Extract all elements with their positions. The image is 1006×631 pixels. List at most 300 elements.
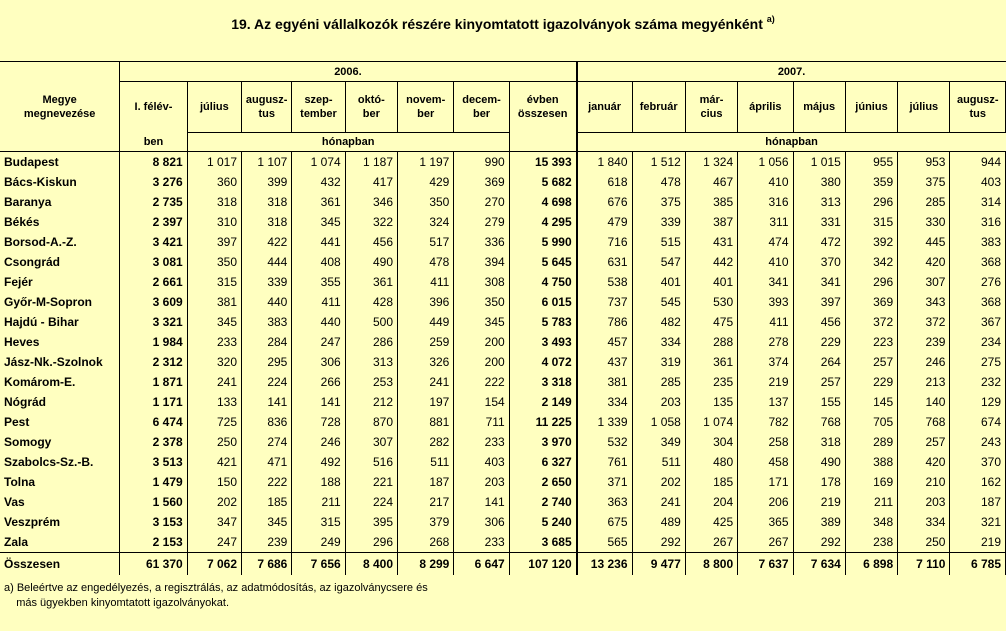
month-2006-value: 881	[398, 412, 454, 432]
month-2006-value: 249	[292, 532, 345, 553]
month-2007-value: 431	[685, 232, 737, 252]
month-2006-value: 440	[242, 292, 292, 312]
month-2007-value: 316	[950, 212, 1006, 232]
month-2007-value: 359	[845, 172, 897, 192]
month-2006-value: 456	[345, 232, 397, 252]
table-row	[0, 352, 1006, 372]
month-2006-value: 429	[398, 172, 454, 192]
month-2006-value: 350	[454, 292, 509, 312]
month-2007-value: 403	[950, 172, 1006, 192]
month-2006-value: 441	[292, 232, 345, 252]
month-2007-value: 410	[738, 252, 793, 272]
half-year-value: 2 661	[120, 272, 187, 292]
month-2007-value: 944	[950, 152, 1006, 173]
month-2007-value: 457	[577, 332, 632, 352]
month-2007-value: 169	[845, 472, 897, 492]
month-2007-value: 953	[898, 152, 950, 173]
year-total-value: 4 072	[509, 352, 576, 372]
year-total-value: 6 015	[509, 292, 576, 312]
month-2007-value: 211	[845, 492, 897, 512]
month-2006-value: 492	[292, 452, 345, 472]
month-2006-value: 725	[187, 412, 241, 432]
county-name: Budapest	[0, 152, 120, 173]
month-2007-value: 257	[898, 432, 950, 452]
month-2006-value: 307	[345, 432, 397, 452]
title-footnote-mark: a)	[766, 14, 775, 24]
month-2007-value: 674	[950, 412, 1006, 432]
month-2007-header: május	[793, 82, 845, 133]
totals-month-2007: 6 898	[845, 553, 897, 576]
month-2007-value: 1 512	[632, 152, 685, 173]
month-2007-value: 267	[738, 532, 793, 553]
month-2007-value: 538	[577, 272, 632, 292]
month-2007-value: 304	[685, 432, 737, 452]
month-2007-value: 372	[898, 312, 950, 332]
month-2006-value: 203	[454, 472, 509, 492]
half-year-value: 2 397	[120, 212, 187, 232]
month-2006-header: szep- tember	[292, 82, 345, 133]
month-2007-value: 232	[950, 372, 1006, 392]
month-2007-value: 311	[738, 212, 793, 232]
month-2006-value: 517	[398, 232, 454, 252]
county-name: Jász-Nk.-Szolnok	[0, 352, 120, 372]
month-2006-value: 247	[187, 532, 241, 553]
month-2007-value: 257	[845, 352, 897, 372]
year-total-spacer	[509, 133, 576, 152]
half-year-value: 1 871	[120, 372, 187, 392]
month-2007-value: 410	[738, 172, 793, 192]
table-row	[0, 452, 1006, 472]
month-2007-value: 369	[845, 292, 897, 312]
month-2007-value: 1 840	[577, 152, 632, 173]
month-2007-value: 276	[950, 272, 1006, 292]
month-2006-value: 422	[242, 232, 292, 252]
month-2007-header: április	[738, 82, 793, 133]
month-2006-value: 306	[454, 512, 509, 532]
year-total-value: 4 698	[509, 192, 576, 212]
data-table	[0, 61, 1006, 575]
month-2006-value: 133	[187, 392, 241, 412]
month-2006-value: 295	[242, 352, 292, 372]
month-2006-value: 217	[398, 492, 454, 512]
month-2007-value: 420	[898, 252, 950, 272]
month-2007-value: 204	[685, 492, 737, 512]
month-2006-value: 233	[187, 332, 241, 352]
month-2006-value: 270	[454, 192, 509, 212]
month-2007-value: 368	[950, 252, 1006, 272]
month-2007-value: 1 339	[577, 412, 632, 432]
month-2007-header: augusz- tus	[950, 82, 1006, 133]
month-2007-value: 171	[738, 472, 793, 492]
month-2006-value: 440	[292, 312, 345, 332]
totals-month-2007: 8 800	[685, 553, 737, 576]
month-2006-value: 200	[454, 352, 509, 372]
month-2007-value: 388	[845, 452, 897, 472]
month-2007-value: 401	[685, 272, 737, 292]
month-2007-value: 155	[793, 392, 845, 412]
month-2007-value: 479	[577, 212, 632, 232]
month-2007-value: 219	[950, 532, 1006, 553]
month-2007-value: 361	[685, 352, 737, 372]
month-2007-value: 213	[898, 372, 950, 392]
month-2007-value: 206	[738, 492, 793, 512]
table-row	[0, 312, 1006, 332]
totals-month-2006: 6 647	[454, 553, 509, 576]
month-2007-value: 349	[632, 432, 685, 452]
month-2006-value: 221	[345, 472, 397, 492]
month-2006-value: 222	[454, 372, 509, 392]
table-row	[0, 472, 1006, 492]
month-2006-value: 241	[398, 372, 454, 392]
month-2006-value: 432	[292, 172, 345, 192]
month-2007-value: 314	[950, 192, 1006, 212]
table-totals	[0, 553, 1006, 576]
month-2006-value: 478	[398, 252, 454, 272]
month-2007-value: 330	[898, 212, 950, 232]
county-header: Megye megnevezése	[0, 62, 120, 152]
year-total-value: 5 682	[509, 172, 576, 192]
month-2007-value: 238	[845, 532, 897, 553]
month-2007-value: 631	[577, 252, 632, 272]
month-2006-value: 511	[398, 452, 454, 472]
table-row	[0, 172, 1006, 192]
month-2006-value: 471	[242, 452, 292, 472]
table-row	[0, 292, 1006, 312]
month-2007-value: 482	[632, 312, 685, 332]
year-total-value: 3 493	[509, 332, 576, 352]
month-2007-value: 219	[793, 492, 845, 512]
month-2006-value: 324	[398, 212, 454, 232]
month-2007-value: 292	[793, 532, 845, 553]
table-row	[0, 412, 1006, 432]
month-2006-value: 379	[398, 512, 454, 532]
month-2007-value: 380	[793, 172, 845, 192]
month-2007-value: 478	[632, 172, 685, 192]
county-name: Fejér	[0, 272, 120, 292]
month-2006-value: 369	[454, 172, 509, 192]
month-2007-value: 547	[632, 252, 685, 272]
year-total-value: 2 149	[509, 392, 576, 412]
table-row	[0, 192, 1006, 212]
month-2007-value: 145	[845, 392, 897, 412]
month-2006-value: 350	[187, 252, 241, 272]
table-row	[0, 152, 1006, 173]
month-2006-value: 202	[187, 492, 241, 512]
totals-month-2007: 7 637	[738, 553, 793, 576]
month-2006-value: 211	[292, 492, 345, 512]
month-2007-value: 374	[738, 352, 793, 372]
month-2007-value: 716	[577, 232, 632, 252]
month-2007-value: 371	[577, 472, 632, 492]
month-2007-value: 239	[898, 332, 950, 352]
month-2007-value: 1 015	[793, 152, 845, 173]
county-name: Szabolcs-Sz.-B.	[0, 452, 120, 472]
year-total-value: 4 295	[509, 212, 576, 232]
county-name: Vas	[0, 492, 120, 512]
month-2007-value: 313	[793, 192, 845, 212]
half-year-value: 1 560	[120, 492, 187, 512]
month-2006-value: 428	[345, 292, 397, 312]
month-2007-value: 768	[793, 412, 845, 432]
month-2006-header: augusz- tus	[242, 82, 292, 133]
month-2007-value: 285	[898, 192, 950, 212]
month-2007-value: 264	[793, 352, 845, 372]
month-2007-value: 129	[950, 392, 1006, 412]
month-2006-header: július	[187, 82, 241, 133]
county-name: Bács-Kiskun	[0, 172, 120, 192]
county-name: Nógrád	[0, 392, 120, 412]
half-year-value: 3 609	[120, 292, 187, 312]
month-2006-value: 224	[242, 372, 292, 392]
month-2007-value: 442	[685, 252, 737, 272]
month-2006-value: 259	[398, 332, 454, 352]
month-2006-value: 383	[242, 312, 292, 332]
month-2007-value: 489	[632, 512, 685, 532]
month-2007-value: 187	[950, 492, 1006, 512]
month-2006-value: 411	[292, 292, 345, 312]
month-2006-value: 449	[398, 312, 454, 332]
month-2007-value: 490	[793, 452, 845, 472]
month-2006-value: 296	[345, 532, 397, 553]
half-year-suffix: ben	[120, 133, 187, 152]
month-2006-value: 318	[242, 212, 292, 232]
month-2007-value: 1 058	[632, 412, 685, 432]
month-2007-value: 955	[845, 152, 897, 173]
month-2007-value: 401	[632, 272, 685, 292]
month-2007-value: 392	[845, 232, 897, 252]
year-total-value: 4 750	[509, 272, 576, 292]
month-2007-value: 768	[898, 412, 950, 432]
month-2006-value: 268	[398, 532, 454, 553]
month-2006-value: 490	[345, 252, 397, 272]
month-2007-value: 532	[577, 432, 632, 452]
month-2006-value: 150	[187, 472, 241, 492]
totals-row	[0, 553, 1006, 576]
totals-label: Összesen	[0, 553, 120, 576]
month-2006-value: 320	[187, 352, 241, 372]
month-2007-value: 185	[685, 472, 737, 492]
month-2007-value: 480	[685, 452, 737, 472]
half-year-value: 3 081	[120, 252, 187, 272]
month-2007-value: 307	[898, 272, 950, 292]
county-name: Tolna	[0, 472, 120, 492]
table-body	[0, 152, 1006, 553]
year-total-value: 5 990	[509, 232, 576, 252]
month-2006-value: 315	[187, 272, 241, 292]
month-2006-header: decem- ber	[454, 82, 509, 133]
month-2006-value: 421	[187, 452, 241, 472]
month-2006-value: 310	[187, 212, 241, 232]
totals-month-2006: 8 299	[398, 553, 454, 576]
month-2007-value: 288	[685, 332, 737, 352]
month-2006-value: 212	[345, 392, 397, 412]
month-2007-value: 383	[950, 232, 1006, 252]
month-2007-value: 370	[950, 452, 1006, 472]
month-2006-value: 1 074	[292, 152, 345, 173]
month-2007-value: 737	[577, 292, 632, 312]
month-2006-value: 339	[242, 272, 292, 292]
month-2007-value: 565	[577, 532, 632, 553]
half-year-value: 1 984	[120, 332, 187, 352]
month-2007-value: 425	[685, 512, 737, 532]
month-2006-value: 266	[292, 372, 345, 392]
month-2007-value: 341	[738, 272, 793, 292]
month-2007-value: 334	[632, 332, 685, 352]
month-2006-value: 399	[242, 172, 292, 192]
year-total-value: 6 327	[509, 452, 576, 472]
month-2006-header: novem- ber	[398, 82, 454, 133]
month-2006-value: 444	[242, 252, 292, 272]
month-2007-value: 334	[898, 512, 950, 532]
month-2007-value: 363	[577, 492, 632, 512]
year-total-value: 3 318	[509, 372, 576, 392]
table-row	[0, 332, 1006, 352]
county-name: Somogy	[0, 432, 120, 452]
month-2007-value: 397	[793, 292, 845, 312]
month-2006-value: 279	[454, 212, 509, 232]
month-2007-value: 267	[685, 532, 737, 553]
month-2007-value: 387	[685, 212, 737, 232]
half-year-header: I. félév-	[120, 82, 187, 133]
month-2006-value: 241	[187, 372, 241, 392]
county-name: Pest	[0, 412, 120, 432]
month-2007-value: 786	[577, 312, 632, 332]
month-2007-value: 223	[845, 332, 897, 352]
month-2007-value: 618	[577, 172, 632, 192]
month-2007-value: 370	[793, 252, 845, 272]
table-row	[0, 232, 1006, 252]
month-2007-value: 235	[685, 372, 737, 392]
totals-month-2007: 6 785	[950, 553, 1006, 576]
month-2006-value: 200	[454, 332, 509, 352]
month-2006-value: 1 107	[242, 152, 292, 173]
county-name: Győr-M-Sopron	[0, 292, 120, 312]
month-2007-value: 318	[793, 432, 845, 452]
month-2006-value: 197	[398, 392, 454, 412]
month-2006-value: 345	[242, 512, 292, 532]
table-row	[0, 372, 1006, 392]
month-2007-value: 229	[793, 332, 845, 352]
month-2007-value: 315	[845, 212, 897, 232]
month-2006-value: 224	[345, 492, 397, 512]
county-name: Komárom-E.	[0, 372, 120, 392]
month-2006-value: 286	[345, 332, 397, 352]
month-2007-value: 705	[845, 412, 897, 432]
month-2007-value: 1 056	[738, 152, 793, 173]
month-2007-value: 341	[793, 272, 845, 292]
year-total-header: évben összesen	[509, 82, 576, 133]
table-row	[0, 492, 1006, 512]
totals-month-2007: 13 236	[577, 553, 632, 576]
month-2007-value: 258	[738, 432, 793, 452]
county-name: Veszprém	[0, 512, 120, 532]
month-2007-value: 515	[632, 232, 685, 252]
month-2007-value: 140	[898, 392, 950, 412]
month-2007-value: 243	[950, 432, 1006, 452]
month-2006-value: 233	[454, 432, 509, 452]
month-2007-value: 530	[685, 292, 737, 312]
month-2006-value: 284	[242, 332, 292, 352]
month-2006-value: 345	[292, 212, 345, 232]
month-2006-value: 347	[187, 512, 241, 532]
title-text: 19. Az egyéni vállalkozók részére kinyomtatott igazolványok száma megyénként	[231, 16, 763, 32]
totals-half-year: 61 370	[120, 553, 187, 576]
year-total-value: 15 393	[509, 152, 576, 173]
month-2006-value: 417	[345, 172, 397, 192]
month-2006-value: 360	[187, 172, 241, 192]
month-2007-value: 458	[738, 452, 793, 472]
half-year-value: 2 735	[120, 192, 187, 212]
month-2006-value: 154	[454, 392, 509, 412]
table-title	[0, 16, 1006, 32]
monthly-label-2006: hónapban	[187, 133, 509, 152]
month-2006-value: 836	[242, 412, 292, 432]
county-name: Békés	[0, 212, 120, 232]
totals-month-2006: 8 400	[345, 553, 397, 576]
month-2006-value: 318	[242, 192, 292, 212]
month-2007-header: január	[577, 82, 632, 133]
month-2007-value: 285	[632, 372, 685, 392]
month-2007-value: 456	[793, 312, 845, 332]
month-2007-value: 250	[898, 532, 950, 553]
table-row	[0, 432, 1006, 452]
half-year-value: 3 276	[120, 172, 187, 192]
month-2007-header: július	[898, 82, 950, 133]
month-2006-value: 397	[187, 232, 241, 252]
year-total-value: 5 645	[509, 252, 576, 272]
year-total-value: 3 685	[509, 532, 576, 553]
month-2007-value: 342	[845, 252, 897, 272]
half-year-value: 2 153	[120, 532, 187, 553]
county-name: Hajdú - Bihar	[0, 312, 120, 332]
footnote-line-2: más ügyekben kinyomtatott igazolványokat.	[4, 597, 230, 609]
month-2006-value: 345	[187, 312, 241, 332]
month-2007-value: 278	[738, 332, 793, 352]
month-2007-value: 474	[738, 232, 793, 252]
month-2007-value: 782	[738, 412, 793, 432]
month-2007-value: 381	[577, 372, 632, 392]
month-2006-value: 1 017	[187, 152, 241, 173]
table-row	[0, 532, 1006, 553]
year-2006-header: 2006.	[120, 62, 577, 82]
county-name: Baranya	[0, 192, 120, 212]
month-2007-value: 472	[793, 232, 845, 252]
footnote	[4, 581, 428, 611]
half-year-value: 2 312	[120, 352, 187, 372]
month-2006-value: 361	[345, 272, 397, 292]
month-2006-value: 381	[187, 292, 241, 312]
month-2007-value: 372	[845, 312, 897, 332]
month-2007-header: már- cius	[685, 82, 737, 133]
month-2007-value: 331	[793, 212, 845, 232]
month-2007-value: 296	[845, 192, 897, 212]
county-name: Csongrád	[0, 252, 120, 272]
month-2006-header: októ- ber	[345, 82, 397, 133]
month-2007-value: 246	[898, 352, 950, 372]
month-2006-value: 1 197	[398, 152, 454, 173]
month-2007-value: 241	[632, 492, 685, 512]
month-2007-value: 316	[738, 192, 793, 212]
month-2006-value: 350	[398, 192, 454, 212]
half-year-value: 3 153	[120, 512, 187, 532]
totals-month-2006: 7 656	[292, 553, 345, 576]
month-2007-value: 137	[738, 392, 793, 412]
month-2007-header: június	[845, 82, 897, 133]
month-2007-value: 389	[793, 512, 845, 532]
half-year-value: 1 479	[120, 472, 187, 492]
month-2006-value: 500	[345, 312, 397, 332]
half-year-value: 3 321	[120, 312, 187, 332]
